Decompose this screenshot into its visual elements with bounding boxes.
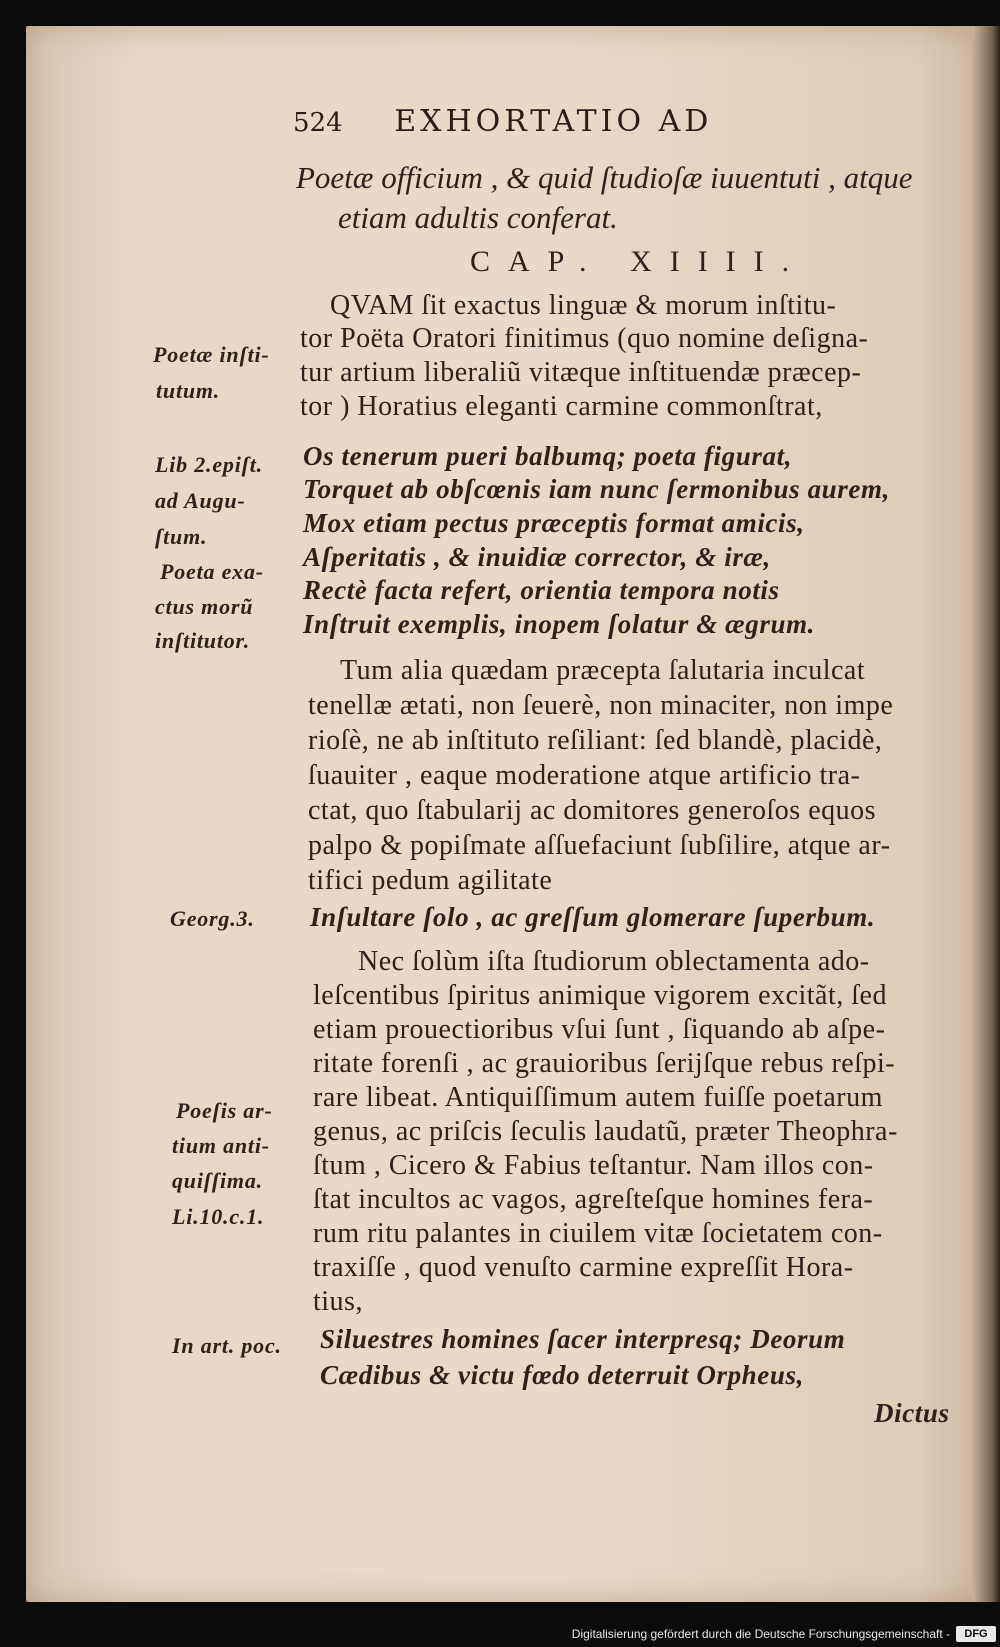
text-line: traxiſſe , quod venuſto carmine expreſſit Hora- xyxy=(313,1252,854,1283)
marginal-note: Poeſis ar- xyxy=(176,1098,273,1123)
text-line: tor ) Horatius eleganti carmine commonſtrat, xyxy=(300,391,823,422)
text-line: Nec ſolùm iſta ſtudiorum oblectamenta ado- xyxy=(358,946,870,977)
marginal-note: inſtitutor. xyxy=(155,628,251,653)
text-line: tenellæ ætati, non ſeuerè, non minaciter, non impe xyxy=(308,690,894,721)
chapter-title-line: Poetæ officium , & quid ſtudioſæ iuuentuti , atque xyxy=(296,160,913,195)
text-line: ſtat incultos ac vagos, agreſteſque homines fera- xyxy=(313,1184,874,1215)
text-line: ſtum , Cicero & Fabius teſtantur. Nam illos con- xyxy=(313,1150,874,1181)
marginal-note: ctus morũ xyxy=(155,594,254,619)
marginal-note: Poetæ inſti- xyxy=(153,342,270,367)
text-line: rioſè, ne ab inſtituto reſiliant: ſed blandè, placidè, xyxy=(308,725,883,756)
text-line: palpo & popiſmate aſſuefaciunt ſubſilire, atque ar- xyxy=(308,830,891,861)
text-line: etiam prouectioribus vſui ſunt , ſiquando ab aſpe- xyxy=(313,1014,886,1045)
text-line: rum ritu palantes in ciuilem vitæ ſocietatem con- xyxy=(313,1218,883,1249)
verse-line: Inſtruit exemplis, inopem ſolatur & ægrum. xyxy=(303,609,816,639)
text-line: leſcentibus ſpiritus animique vigorem excitãt, ſed xyxy=(313,980,887,1011)
verse-line: Inſultare ſolo , ac greſſum glomerare ſuperbum. xyxy=(310,902,876,932)
marginal-note: Georg.3. xyxy=(170,906,255,931)
funding-credit: Digitalisierung gefördert durch die Deutsche Forschungsgemeinschaft - xyxy=(571,1627,950,1641)
marginal-note: quiſſima. xyxy=(172,1168,263,1193)
text-line: rare libeat. Antiquiſſimum autem fuiſſe poetarum xyxy=(313,1082,883,1113)
text-line: ctat, quo ſtabularij ac domitores generoſos equos xyxy=(308,795,877,826)
running-title: EXHORTATIO AD xyxy=(394,104,713,139)
marginal-note: Poeta exa- xyxy=(160,559,264,584)
text-line: genus, ac priſcis ſeculis laudatũ, præter Theophra- xyxy=(313,1116,898,1147)
verse-line: Mox etiam pectus præceptis format amicis, xyxy=(303,508,805,538)
text-line: tifici pedum agilitate xyxy=(308,865,553,896)
verse-line: Aſperitatis , & inuidiæ corrector, & iræ, xyxy=(303,542,771,572)
marginal-note: ſtum. xyxy=(155,524,208,549)
running-header xyxy=(293,104,813,139)
marginal-note: Lib 2.epiſt. xyxy=(155,452,263,477)
marginal-note: In art. poc. xyxy=(172,1333,282,1358)
text-line: tor Poëta Oratori finitimus (quo nomine deſigna- xyxy=(300,323,869,354)
marginal-note: Li.10.c.1. xyxy=(172,1204,265,1229)
verse-line: Os tenerum pueri balbumq; poeta figurat, xyxy=(303,441,793,471)
text-line: Tum alia quædam præcepta ſalutaria inculcat xyxy=(340,655,866,686)
verse-line: Cædibus & victu fœdo deterruit Orpheus, xyxy=(320,1360,804,1390)
chapter-heading: CAP. XIIII. xyxy=(470,245,808,278)
chapter-title-line: etiam adultis conferat. xyxy=(338,200,618,235)
footer-bar xyxy=(0,1622,1000,1647)
marginal-note: tutum. xyxy=(156,378,221,403)
text-line: tur artium liberaliũ vitæque inſtituendæ præcep- xyxy=(300,357,862,388)
verse-line: Torquet ab obſcœnis iam nunc ſermonibus aurem, xyxy=(303,474,890,504)
dfg-logo-icon: DFG xyxy=(956,1626,996,1642)
text-line: ritate forenſi , ac grauioribus ſerijſque rebus reſpi- xyxy=(313,1048,896,1079)
catchword: Dictus xyxy=(874,1398,950,1428)
verse-line: Siluestres homines ſacer interpresq; Deorum xyxy=(320,1324,846,1354)
text-line: ſuauiter , eaque moderatione atque artificio tra- xyxy=(308,760,861,791)
page-number: 524 xyxy=(293,108,343,138)
text-line: QVAM ſit exactus linguæ & morum inſtitu- xyxy=(330,290,837,321)
marginal-note: ad Augu- xyxy=(155,488,246,513)
page-right-edge xyxy=(972,26,1000,1602)
marginal-note: tium anti- xyxy=(172,1133,270,1158)
text-line: tius, xyxy=(313,1286,363,1317)
verse-line: Rectè facta refert, orientia tempora notis xyxy=(303,575,780,605)
